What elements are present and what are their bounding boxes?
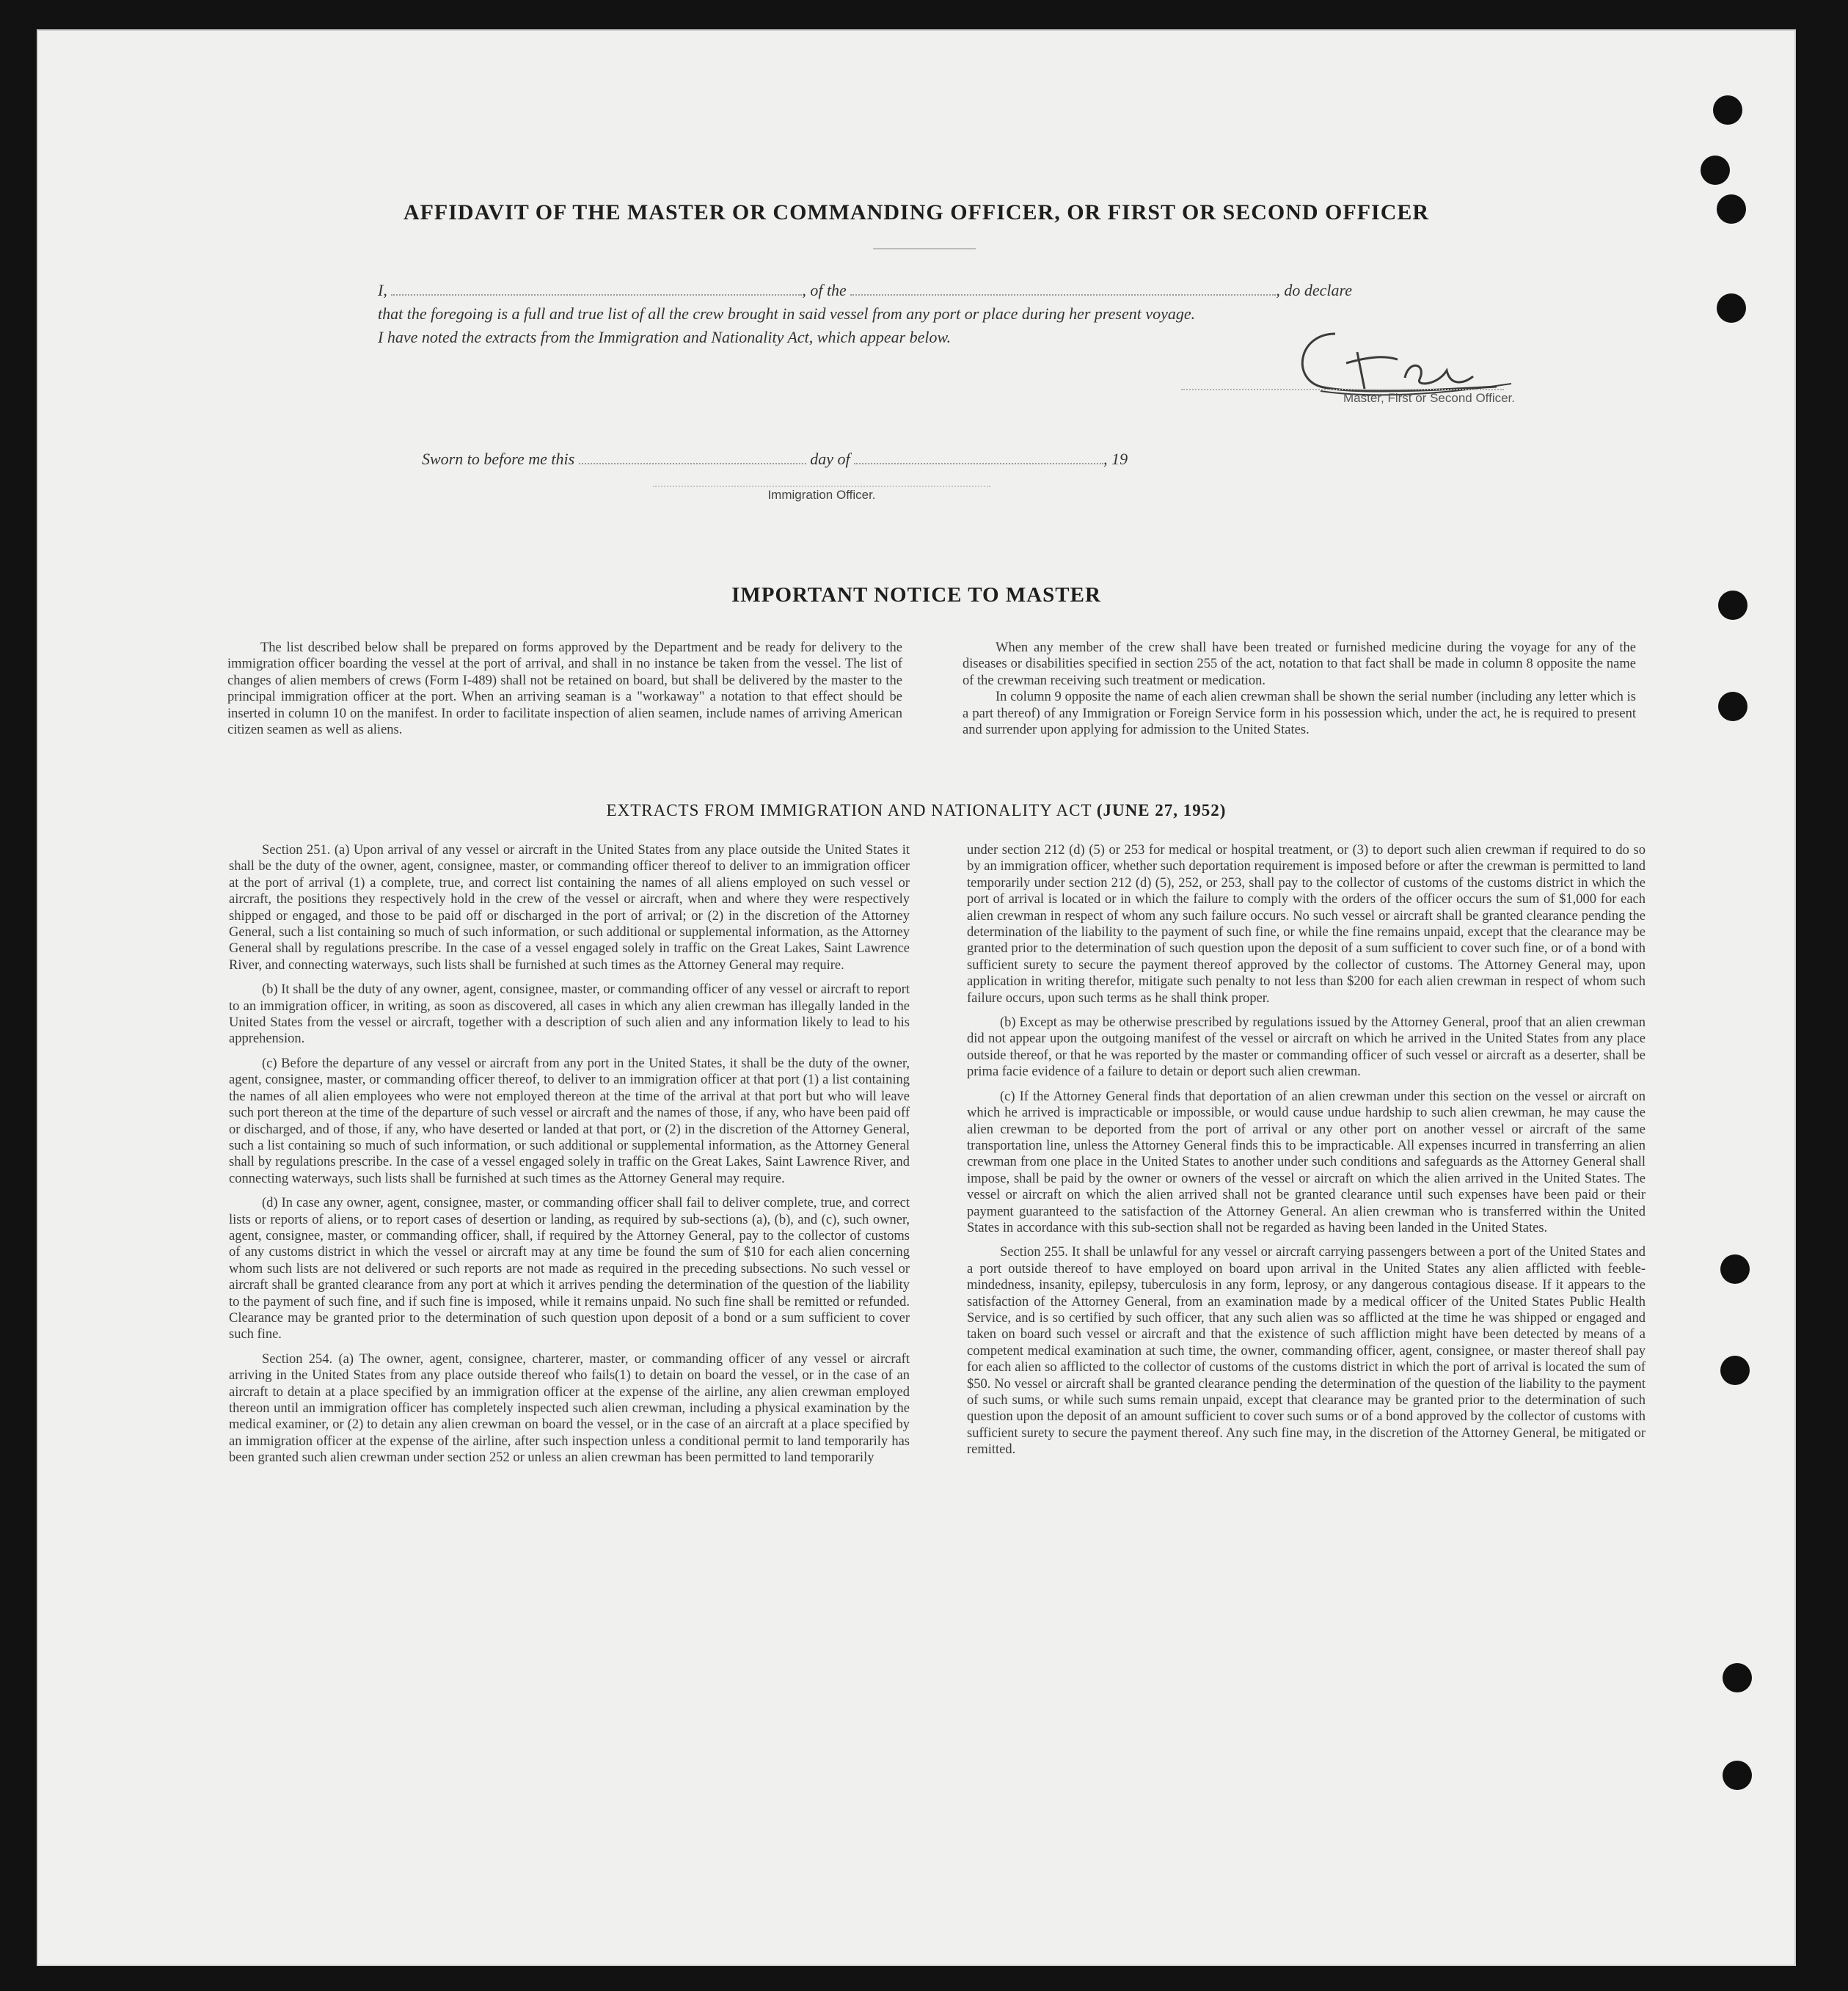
declaration-line-3: I have noted the extracts from the Immigration and Nationality Act, which appear below. bbox=[378, 328, 952, 346]
punch-hole bbox=[1718, 692, 1747, 721]
section-paragraph: under section 212 (d) (5) or 253 for medical or hospital treatment, or (3) to deport such alien crewman if required to do so by an immigration officer, whether such deportation requirement is imposed before or after the crewman is permitted to land temporarily under section 212 (d) (5), 252, or 253, shall pay to the collector of customs of the customs district in which the port of arrival is located or in which the failure to comply with the orders of the officer occurs the sum of $1,000 for each alien crewman in respect of whom any such failure occurs. No such vessel or aircraft shall be granted clearance pending the determination of the liability to the payment of such fine, or while the fine remains unpaid, except that the clearance may be granted prior to the determination of such question upon the deposit of a sum sufficient to cover such fine, or of a bond with sufficient surety to secure the payment thereof approved by the collector of customs. The Attorney General may, upon application in writing therefor, mitigate such penalty to not less than $200 for each alien crewman in respect of whom such failure occurs, upon such terms as he shall think proper. bbox=[967, 843, 1646, 1006]
punch-hole bbox=[1717, 293, 1746, 323]
sworn-day-field[interactable] bbox=[579, 450, 806, 464]
notice-paragraph: In column 9 opposite the name of each alien crewman shall be shown the serial number (including any letter which is a part thereof) of any Immigration or Foreign Service form in his possession which, under the act, he is required to present and surrender upon applying for admission to the United States. bbox=[963, 690, 1636, 738]
section-paragraph: (d) In case any owner, agent, consignee, master, or commanding officer shall fail to deliver complete, true, and correct lists or reports of aliens, or to report cases of desertion or landing, as required by sub-sections (a), (b), and (c), such owner, agent, consignee, master, or commanding officer, shall, if required by the Attorney General, pay to the collector of customs of any customs district in which the vessel or aircraft may at any time be found the sum of $10 for each alien concerning whom such lists are not delivered or such reports are not made as required in the preceding subsections. No such vessel or aircraft shall be granted clearance from any port at which it arrives pending the determination of the question of the liability to the payment of such fine, and if such fine is imposed, while it remains unpaid. No such fine shall be remitted or refunded. Clearance may be granted prior to the determination of such question upon deposit of a bond or a sum sufficient to cover such fine. bbox=[229, 1196, 910, 1342]
section-paragraph: (b) It shall be the duty of any owner, agent, consignee, master, or commanding officer of any vessel or aircraft to report to an immigration officer, in writing, as soon as discovered, all cases in which any alien crewman has illegally landed in the United States from the vessel or aircraft, together with a description of such alien and any information likely to lead to his apprehension. bbox=[229, 982, 910, 1047]
extracts-title bbox=[37, 801, 1796, 820]
immigration-officer-label: Immigration Officer. bbox=[767, 488, 876, 502]
year-prefix: , 19 bbox=[1103, 450, 1128, 468]
declaration-i: I, bbox=[378, 281, 387, 299]
signature-line bbox=[1181, 389, 1504, 390]
document-page bbox=[37, 29, 1796, 1966]
declaration-line-1 bbox=[378, 281, 1515, 300]
sworn-line bbox=[422, 450, 1559, 469]
section-paragraph: (c) If the Attorney General finds that deportation of an alien crewman under this section on the vessel or aircraft on which he arrived is impracticable or impossible, or would cause undue hardship to such alien crewman, he may cause the alien crewman to be deported from the port of arrival or any other port on another vessel or aircraft of the same transportation line, unless the Attorney General finds this to be impracticable. All expenses incurred in transferring an alien crewman from one place in the United States to another under such conditions and safeguards as the Attorney General shall impose, shall be paid by the owner or owners of the vessel or aircraft on which the alien arrived in the United States. The vessel or aircraft on which the alien arrived shall not be granted clearance until such expenses have been paid or their payment guaranteed to the satisfaction of the Attorney General. An alien crewman who is transferred within the United States in accordance with this sub-section shall not be regarded as having been landed in the United States. bbox=[967, 1089, 1646, 1235]
declaration-of-the: , of the bbox=[802, 281, 847, 299]
punch-hole bbox=[1713, 95, 1742, 125]
sworn-text: Sworn to before me this bbox=[422, 450, 575, 468]
notice-paragraph: The list described below shall be prepared on forms approved by the Department and be ready for delivery to the immigration officer boarding the vessel at the port of arrival, and shall in no instance be taken from the vessel. The list of changes of alien members of crews (Form I-489) shall not be retained on board, but shall be delivered by the master to the principal immigration officer at the port. When an arriving seaman is a "workaway" a notation to that effect should be inserted in column 10 on the manifest. In order to facilitate inspection of alien seamen, include names of arriving American citizen seamen as well as aliens. bbox=[227, 640, 902, 738]
day-of-text: day of bbox=[810, 450, 850, 468]
punch-hole bbox=[1723, 1663, 1752, 1692]
section-paragraph: Section 255. It shall be unlawful for any vessel or aircraft carrying passengers between a port of the United States and a port outside thereof to have employed on board upon arrival in the United States any alien afflicted with feeble-mindedness, insanity, epilepsy, tuberculosis in any form, leprosy, or any dangerous contagious disease. If it appears to the satisfaction of the Attorney General, from an examination made by a medical officer of the United States Public Health Service, and is so certified by such officer, that any such alien was so afflicted at the time he was shipped or engaged and taken on board such vessel or aircraft and that the existence of such affliction might have been detected by means of a competent medical examination at such time, the owner, commanding officer, agent, consignee, or master thereof shall pay for each alien so afflicted to the collector of customs of the customs district in which the port of arrival is located the sum of $50. No vessel or aircraft shall be granted clearance pending the determination of the question of the liability to the payment of such sums, or while such sums remain unpaid, except that clearance may be granted prior to the determination of such question upon the deposit of an amount sufficient to cover such sums or of a bond approved by the collector of customs with sufficient surety to secure the payment thereof. Any such fine may, in the discretion of the Attorney General, be mitigated or remitted. bbox=[967, 1245, 1646, 1458]
punch-hole bbox=[1720, 1254, 1750, 1284]
signature-label: Master, First or Second Officer. bbox=[1343, 391, 1515, 405]
notice-title: IMPORTANT NOTICE TO MASTER bbox=[731, 583, 1101, 607]
extracts-date: (JUNE 27, 1952) bbox=[1096, 801, 1227, 819]
section-paragraph: (b) Except as may be otherwise prescribed by regulations issued by the Attorney General, proof that an alien crewman did not appear upon the outgoing manifest of the vessel or aircraft on which he arrived in the United States from any place outside thereof, or that he was reported by the master or commanding officer of such vessel or aircraft as a deserter, shall be prima facie evidence of a failure to detain or deport such alien crewman. bbox=[967, 1015, 1646, 1080]
punch-hole bbox=[1723, 1761, 1752, 1790]
declaration-line-2: that the foregoing is a full and true list of all the crew brought in said vessel from any port or place during her present voyage. bbox=[378, 304, 1196, 323]
notice-left-column bbox=[227, 640, 902, 746]
section-paragraph: Section 254. (a) The owner, agent, consignee, charterer, master, or commanding officer of any vessel or aircraft arriving in the United States from any place outside thereof who fails(1) to detain on board the vessel, or in the case of an aircraft to detain at a place specified by an immigration officer at the expense of the airline, any alien crewman employed thereon until an immigration officer has completely inspected such alien crewman, including a physical examination by the medical examiner, or (2) to detain any alien crewman on board the vessel, or in the case of an aircraft at a place specified by an immigration officer at the expense of the airline, after such inspection unless a conditional permit to land temporarily has been granted such alien crewman under section 252 or unless an alien crewman has been permitted to land temporarily bbox=[229, 1351, 910, 1466]
extracts-right-column bbox=[967, 842, 1646, 1466]
declaration-do-declare: , do declare bbox=[1276, 281, 1352, 299]
notice-paragraph: When any member of the crew shall have been treated or furnished medicine during the voyage for any of the diseases or disabilities specified in section 255 of the act, notation to that fact shall be made in column 8 opposite the name of the crewman receiving such treatment or medication. bbox=[963, 640, 1636, 688]
extracts-title-text: EXTRACTS FROM IMMIGRATION AND NATIONALITY ACT bbox=[606, 801, 1092, 819]
punch-hole bbox=[1701, 156, 1730, 185]
title-divider bbox=[873, 248, 976, 249]
notice-right-column bbox=[963, 640, 1636, 746]
extracts-left-column bbox=[229, 842, 910, 1475]
name-field[interactable] bbox=[391, 281, 802, 296]
vessel-field[interactable] bbox=[850, 281, 1276, 296]
sworn-month-field[interactable] bbox=[854, 450, 1103, 464]
section-paragraph: (c) Before the departure of any vessel or aircraft from any port in the United States, it shall be the duty of the owner, agent, consignee, master, or commanding officer thereof, to deliver to an immigration officer at that port (1) a list containing the names of all alien employees who were not employed thereon at the time of the arrival at that port but who will leave such port thereon at the time of the departure of such vessel or aircraft and the names of those, if any, who have been paid off or discharged, and of those, if any, who have deserted or landed at that port, or (2) in the discretion of the Attorney General, such a list containing so much of such information, or such additional or supplemental information, as the Attorney General shall by regulations prescribe. In the case of a vessel engaged solely in traffic on the Great Lakes, Saint Lawrence River, and connecting waterways, such lists shall be furnished at such times as the Attorney General may require. bbox=[229, 1056, 910, 1186]
affidavit-title: AFFIDAVIT OF THE MASTER OR COMMANDING OFFICER, OR FIRST OR SECOND OFFICER bbox=[403, 200, 1430, 224]
punch-hole bbox=[1720, 1356, 1750, 1385]
immigration-officer-line bbox=[653, 486, 990, 487]
section-paragraph: Section 251. (a) Upon arrival of any vessel or aircraft in the United States from any place outside the United States it shall be the duty of the owner, agent, consignee, master, or commanding officer thereof to deliver to an immigration officer at the port of arrival (1) a complete, true, and correct list containing the names of all aliens employed on such vessel or aircraft, the positions they respectively hold in the crew of the vessel or aircraft, when and where they were respectively shipped or engaged, and those to be paid off or discharged in the port of arrival; or (2) in the discretion of the Attorney General, such a list containing so much of such information, or such additional or supplemental information, as the Attorney General shall by regulations prescribe. In the case of a vessel engaged solely in traffic on the Great Lakes, Saint Lawrence River, and connecting waterways, such lists shall be furnished at such times as the Attorney General may require. bbox=[229, 843, 910, 973]
